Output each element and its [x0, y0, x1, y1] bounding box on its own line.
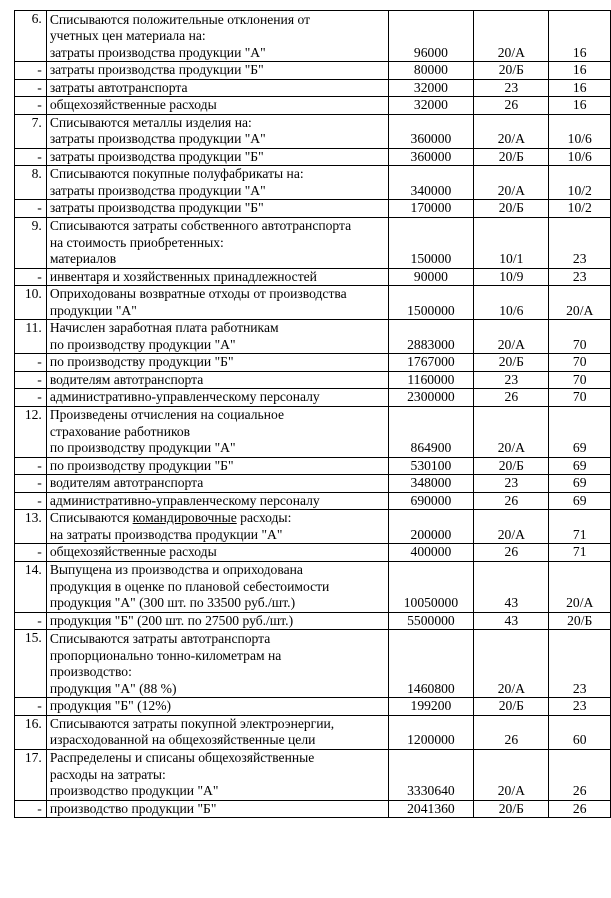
entry-number: -: [15, 475, 47, 493]
debit-account: 20/Б: [474, 698, 549, 716]
entry-description: [46, 406, 388, 457]
journal-entries-table: [14, 10, 611, 818]
debit-account: 20/А: [474, 510, 549, 544]
description-line: водителям автотранспорта: [49, 475, 204, 490]
entry-amount: 340000: [388, 166, 474, 200]
entry-number: 12.: [15, 406, 47, 457]
entry-number: -: [15, 268, 47, 286]
entry-row: [15, 630, 611, 647]
debit-account: 26: [474, 492, 549, 510]
entry-number: 16.: [15, 715, 47, 749]
entry-description: [46, 79, 388, 97]
debit-account: 23: [474, 475, 549, 493]
entry-description: [46, 114, 388, 148]
description-line: Списываются затраты собственного автотранспорта: [49, 218, 352, 233]
debit-account: 20/А: [474, 406, 549, 457]
description-line: учетных цен материала на:: [49, 28, 206, 43]
entry-description: [46, 11, 388, 62]
entry-amount: 200000: [388, 510, 474, 544]
entry-amount: 1460800: [388, 630, 474, 698]
debit-account: 20/А: [474, 630, 549, 698]
credit-account: 70: [549, 354, 611, 372]
description-line: продукция в оценке по плановой себестоимости: [49, 578, 330, 594]
credit-account: 70: [549, 389, 611, 407]
entry-description: [46, 800, 388, 818]
entry-number: -: [15, 79, 47, 97]
entry-amount: 864900: [388, 406, 474, 457]
entry-description: [46, 510, 388, 544]
debit-account: 20/Б: [474, 354, 549, 372]
entry-row: [15, 97, 611, 115]
credit-account: 16: [549, 97, 611, 115]
journal-entries-body: [15, 11, 611, 818]
credit-account: 69: [549, 457, 611, 475]
debit-account: 20/Б: [474, 62, 549, 80]
entry-amount: 150000: [388, 217, 474, 268]
description-line: административно-управленческому персоналу: [49, 492, 320, 508]
credit-account: 70: [549, 371, 611, 389]
description-line: водителям автотранспорта: [49, 371, 204, 387]
entry-number: -: [15, 62, 47, 80]
description-line: по производству продукции "А": [49, 440, 236, 455]
entry-amount: 1160000: [388, 371, 474, 389]
debit-account: 20/А: [474, 166, 549, 200]
description-line: инвентаря и хозяйственных принадлежностей: [49, 268, 317, 284]
entry-number: -: [15, 97, 47, 115]
entry-amount: 360000: [388, 148, 474, 166]
credit-account: 23: [549, 217, 611, 268]
entry-amount: 2041360: [388, 800, 474, 818]
description-line: затраты производства продукции "А": [49, 44, 266, 60]
entry-row: [15, 371, 611, 389]
description-line: по производству продукции "Б": [49, 457, 234, 473]
debit-account: 43: [474, 561, 549, 612]
description-line: Списываются затраты автотранспорта: [49, 631, 271, 646]
credit-account: 26: [549, 749, 611, 800]
entry-amount: 400000: [388, 544, 474, 562]
credit-account: 16: [549, 11, 611, 62]
credit-account: 10/6: [549, 114, 611, 148]
entry-description: [46, 268, 388, 286]
entry-amount: 360000: [388, 114, 474, 148]
description-line: расходы на затраты:: [49, 766, 166, 782]
entry-amount: 80000: [388, 62, 474, 80]
entry-description: [46, 389, 388, 407]
description-line: по производству продукции "Б": [49, 354, 234, 369]
entry-row: [15, 406, 611, 423]
entry-row: [15, 612, 611, 630]
entry-row: [15, 11, 611, 28]
entry-row: [15, 510, 611, 527]
credit-account: 10/2: [549, 200, 611, 218]
description-line: Произведены отчисления на социальное: [49, 407, 285, 422]
entry-description: [46, 561, 388, 612]
debit-account: 20/А: [474, 320, 549, 354]
credit-account: 71: [549, 510, 611, 544]
entry-row: [15, 544, 611, 562]
debit-account: 20/Б: [474, 800, 549, 818]
underlined-word: командировочные: [132, 510, 237, 525]
debit-account: 20/А: [474, 114, 549, 148]
entry-amount: 199200: [388, 698, 474, 716]
debit-account: 10/9: [474, 268, 549, 286]
credit-account: 10/6: [549, 148, 611, 166]
entry-amount: 3330640: [388, 749, 474, 800]
entry-description: [46, 475, 388, 493]
debit-account: 26: [474, 715, 549, 749]
debit-account: 20/Б: [474, 200, 549, 218]
entry-row: [15, 749, 611, 766]
entry-number: 8.: [15, 166, 47, 200]
description-line: Оприходованы возвратные отходы от производства: [49, 286, 347, 301]
entry-number: -: [15, 544, 47, 562]
entry-row: [15, 114, 611, 131]
entry-description: [46, 749, 388, 800]
description-line: Начислен заработная плата работникам: [49, 320, 279, 335]
entry-number: 7.: [15, 114, 47, 148]
description-line: пропорционально тонно-километрам на: [49, 647, 282, 663]
entry-amount: 1500000: [388, 286, 474, 320]
debit-account: 26: [474, 389, 549, 407]
debit-account: 20/А: [474, 11, 549, 62]
description-line: продукции "А": [49, 302, 137, 318]
entry-amount: 32000: [388, 97, 474, 115]
entry-number: 6.: [15, 11, 47, 62]
entry-number: -: [15, 492, 47, 510]
debit-account: 20/Б: [474, 457, 549, 475]
description-line: общехозяйственные расходы: [49, 97, 217, 112]
entry-description: [46, 612, 388, 630]
entry-number: 10.: [15, 286, 47, 320]
entry-amount: 1200000: [388, 715, 474, 749]
credit-account: 23: [549, 268, 611, 286]
entry-row: [15, 389, 611, 407]
entry-number: -: [15, 148, 47, 166]
entry-row: [15, 200, 611, 218]
credit-account: 69: [549, 475, 611, 493]
entry-number: 9.: [15, 217, 47, 268]
entry-row: [15, 320, 611, 337]
description-line: Списываются затраты покупной электроэнергии,: [49, 715, 335, 731]
entry-number: -: [15, 200, 47, 218]
credit-account: 10/2: [549, 166, 611, 200]
description-line: на затраты производства продукции "А": [49, 526, 283, 542]
description-line: продукция "Б" (12%): [49, 698, 172, 713]
entry-amount: 530100: [388, 457, 474, 475]
entry-amount: 2300000: [388, 389, 474, 407]
debit-account: 26: [474, 97, 549, 115]
description-line: продукция "А" (88 %): [49, 680, 177, 696]
entry-row: [15, 492, 611, 510]
debit-account: 10/6: [474, 286, 549, 320]
entry-description: [46, 698, 388, 716]
credit-account: 23: [549, 698, 611, 716]
entry-row: [15, 561, 611, 578]
description-line: по производству продукции "А": [49, 336, 236, 352]
entry-description: [46, 544, 388, 562]
entry-number: -: [15, 457, 47, 475]
debit-account: 23: [474, 371, 549, 389]
entry-number: -: [15, 800, 47, 818]
credit-account: 69: [549, 492, 611, 510]
entry-number: -: [15, 354, 47, 372]
debit-account: 26: [474, 544, 549, 562]
debit-account: 10/1: [474, 217, 549, 268]
credit-account: 71: [549, 544, 611, 562]
description-line: материалов: [49, 251, 117, 266]
entry-row: [15, 457, 611, 475]
description-line: израсходованной на общехозяйственные цели: [49, 732, 316, 747]
entry-description: [46, 62, 388, 80]
debit-account: 20/А: [474, 749, 549, 800]
credit-account: 60: [549, 715, 611, 749]
description-line: затраты производства продукции "А": [49, 131, 266, 146]
credit-account: 23: [549, 630, 611, 698]
description-line: Выпущена из производства и оприходована: [49, 562, 303, 577]
description-line: на стоимость приобретенных:: [49, 234, 224, 250]
entry-description: [46, 320, 388, 354]
entry-amount: 96000: [388, 11, 474, 62]
entry-amount: 348000: [388, 475, 474, 493]
debit-account: 23: [474, 79, 549, 97]
entry-row: [15, 79, 611, 97]
entry-row: [15, 475, 611, 493]
description-line: продукция "Б" (200 шт. по 27500 руб./шт.): [49, 612, 294, 628]
debit-account: 20/Б: [474, 148, 549, 166]
description-line: продукция "А" (300 шт. по 33500 руб./шт.): [49, 595, 296, 610]
description-line: производство:: [49, 664, 132, 679]
description-line: Списываются покупные полуфабрикаты на:: [49, 166, 304, 181]
entry-description: [46, 630, 388, 698]
credit-account: 16: [549, 62, 611, 80]
entry-description: [46, 715, 388, 749]
credit-account: 69: [549, 406, 611, 457]
description-line: затраты производства продукции "Б": [49, 148, 264, 164]
credit-account: 20/Б: [549, 612, 611, 630]
entry-row: [15, 166, 611, 183]
entry-description: [46, 286, 388, 320]
entry-amount: 32000: [388, 79, 474, 97]
entry-description: [46, 217, 388, 268]
description-line: Списываются металлы изделия на:: [49, 114, 252, 130]
description-line: производство продукции "А": [49, 783, 219, 798]
entry-amount: 90000: [388, 268, 474, 286]
description-line: затраты производства продукции "Б": [49, 200, 264, 215]
description-line: Списываются положительные отклонения от: [49, 11, 311, 27]
description-line: страхование работников: [49, 423, 191, 439]
credit-account: 26: [549, 800, 611, 818]
entry-description: [46, 492, 388, 510]
credit-account: 70: [549, 320, 611, 354]
entry-number: 15.: [15, 630, 47, 698]
entry-amount: 690000: [388, 492, 474, 510]
entry-row: [15, 354, 611, 372]
entry-row: [15, 698, 611, 716]
entry-number: -: [15, 371, 47, 389]
entry-description: [46, 371, 388, 389]
credit-account: 16: [549, 79, 611, 97]
entry-number: -: [15, 612, 47, 630]
entry-amount: 5500000: [388, 612, 474, 630]
entry-description: [46, 166, 388, 200]
entry-row: [15, 715, 611, 732]
credit-account: 20/А: [549, 561, 611, 612]
entry-number: 11.: [15, 320, 47, 354]
entry-amount: 2883000: [388, 320, 474, 354]
entry-description: [46, 97, 388, 115]
entry-number: 14.: [15, 561, 47, 612]
entry-amount: 170000: [388, 200, 474, 218]
entry-row: [15, 286, 611, 303]
entry-description: [46, 148, 388, 166]
description-line: затраты производства продукции "А": [49, 182, 266, 198]
entry-row: [15, 62, 611, 80]
entry-description: [46, 200, 388, 218]
description-line: затраты автотранспорта: [49, 79, 188, 95]
description-line: общехозяйственные расходы: [49, 544, 217, 559]
description-line: производство продукции "Б": [49, 800, 217, 816]
description-line: Распределены и списаны общехозяйственные: [49, 750, 315, 765]
credit-account: 20/А: [549, 286, 611, 320]
entry-row: [15, 268, 611, 286]
entry-number: 17.: [15, 749, 47, 800]
debit-account: 43: [474, 612, 549, 630]
entry-row: [15, 217, 611, 234]
entry-row: [15, 148, 611, 166]
description-line: административно-управленческому персоналу: [49, 389, 320, 404]
entry-description: [46, 354, 388, 372]
description-line: Списываются командировочные расходы:: [49, 510, 292, 525]
entry-number: -: [15, 389, 47, 407]
entry-row: [15, 800, 611, 818]
entry-number: 13.: [15, 510, 47, 544]
entry-number: -: [15, 698, 47, 716]
entry-amount: 10050000: [388, 561, 474, 612]
entry-description: [46, 457, 388, 475]
description-line: затраты производства продукции "Б": [49, 62, 264, 77]
entry-amount: 1767000: [388, 354, 474, 372]
